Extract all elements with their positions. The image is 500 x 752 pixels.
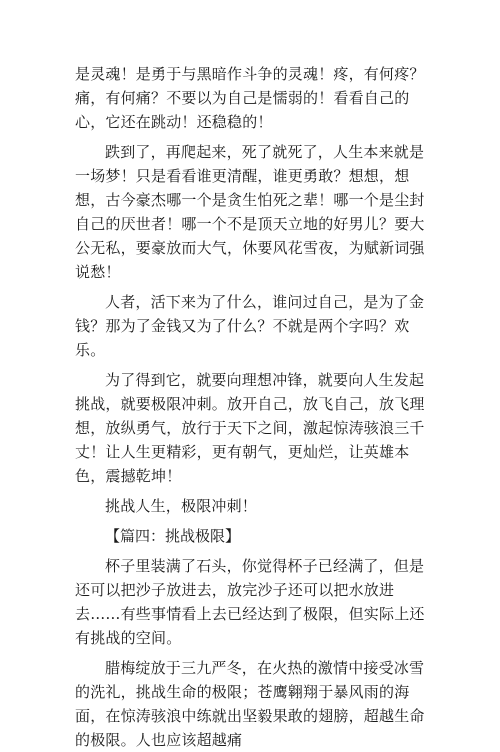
section-heading: 【篇四：挑战极限】 (105, 527, 241, 545)
paragraph-4: 为了得到它，就要向理想冲锋，就要向人生发起挑战，就要极限冲刺。放开自己，放飞自己，放飞理想，放纵勇气，放行于天下之间，激起惊涛骇浪三千丈！让人生更精彩，更有朝气，更灿烂，让英雄本色，震撼乾坤！ (75, 371, 425, 485)
paragraph-7: 腊梅绽放于三九严冬，在火热的激情中接受冰雪的洗礼，挑战生命的极限；苍鹰翱翔于暴风雨的海面，在惊涛骇浪中练就出坚毅果敢的翅膀，超越生命的极限。人也应该超越痛 (75, 659, 425, 749)
paragraph-6: 杯子里装满了石头，你觉得杯子已经满了，但是还可以把沙子放进去，放完沙子还可以把水放进去……有些事情看上去已经达到了极限，但实际上还有挑战的空间。 (75, 557, 425, 647)
document-body (75, 62, 435, 752)
paragraph-2: 跌到了，再爬起来，死了就死了，人生本来就是一场梦！只是看看谁更清醒，谁更勇敢？想想，想想，古今豪杰哪一个是贪生怕死之辈！哪一个是尘封自己的厌世者！哪一个不是顶天立地的好男儿？要大公无私，要豪放而大气，休要风花雪夜，为赋新词强说愁！ (75, 143, 425, 281)
paragraph-1: 是灵魂！是勇于与黑暗作斗争的灵魂！疼，有何疼？痛，有何痛？不要以为自己是懦弱的！看看自己的心，它还在跳动！还稳稳的！ (75, 65, 425, 131)
paragraph-3: 人者，活下来为了什么，谁问过自己，是为了金钱？那为了金钱又为了什么？不就是两个字吗？欢乐。 (75, 293, 425, 359)
paragraph-5: 挑战人生，极限冲刺！ (105, 497, 258, 515)
